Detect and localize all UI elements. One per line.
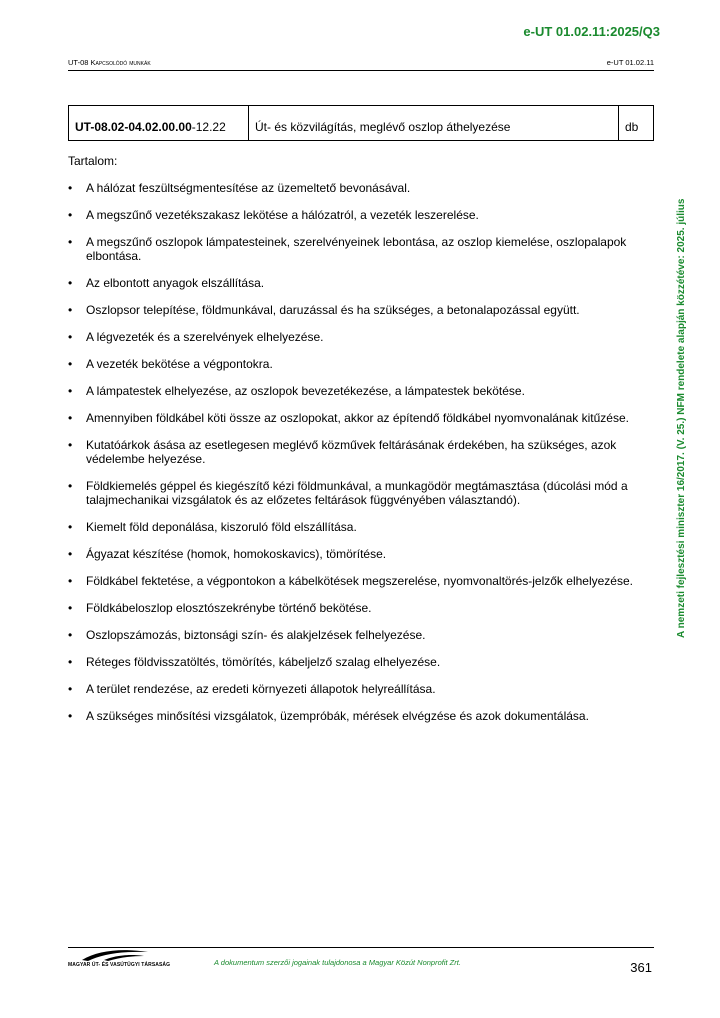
list-item: • Kutatóárkok ásása az esetlegesen meglévő közművek feltárásának érdekében, ha szükséges, azok védelembe helyezése. [68,438,654,466]
publication-note: A nemzeti fejlesztési miniszter 16/2017. (V. 25.) NFM rendelete alapján közzétéve: 2025. július [676,198,687,638]
item-unit: db [625,120,639,134]
list-item: • A lámpatestek elhelyezése, az oszlopok bevezetékezése, a lámpatestek bekötése. [68,384,654,398]
document-code: e-UT 01.02.11:2025/Q3 [523,24,660,39]
list-item: • Réteges földvisszatöltés, tömörítés, kábeljelző szalag elhelyezése. [68,655,654,669]
item-code-cell [69,106,249,140]
list-item: • A vezeték bekötése a végpontokra. [68,357,654,371]
list-item: • Amennyiben földkábel köti össze az oszlopokat, akkor az építendő földkábel nyomvonalának kitűzése. [68,411,654,425]
header-section-title: UT-08 Kapcsolódó munkák [68,58,151,67]
item-header-table [68,105,654,141]
item-description: Út- és közvilágítás, meglévő oszlop áthelyezése [249,106,619,140]
society-name: MAGYAR ÚT- ÉS VASÚTÜGYI TÁRSASÁG [68,962,171,968]
list-item: • A megszűnő oszlopok lámpatesteinek, szerelvényeinek lebontása, az oszlop kiemelése, oszlopalapok elbontása. [68,235,654,263]
list-item: • Kiemelt föld deponálása, kiszoruló föld elszállítása. [68,520,654,534]
list-item: • A légvezeték és a szerelvények elhelyezése. [68,330,654,344]
list-item: • Földkábel fektetése, a végpontokon a kábelkötések megszerelése, nyomvonaltörés-jelzők elhelyezése. [68,574,654,588]
page-number: 361 [630,960,652,975]
list-item: • Ágyazat készítése (homok, homokoskavics), tömörítése. [68,547,654,561]
list-item: • Az elbontott anyagok elszállítása. [68,276,654,290]
item-code: UT-08.02-04.02.00.00 [75,120,192,134]
copyright-notice: A dokumentum szerzői jogainak tulajdonosa a Magyar Közút Nonprofit Zrt. [214,958,461,967]
content-list [68,181,654,736]
list-item: • A terület rendezése, az eredeti környezeti állapotok helyreállítása. [68,682,654,696]
list-item: • Földkiemelés géppel és kiegészítő kézi földmunkával, a munkagödör megtámasztása (dúcolási mód a talajmechanikai vizsgálatok és az előzetes feltárások függvényében választandó). [68,479,654,507]
list-item: • Oszlopsor telepítése, földmunkával, daruzással és ha szükséges, a betonalapozással együtt. [68,303,654,317]
list-item: • A szükséges minősítési vizsgálatok, üzempróbák, mérések elvégzése és azok dokumentálása. [68,709,654,723]
item-code-suffix: -12.22 [191,120,226,134]
header-doc-ref: e-UT 01.02.11 [606,58,654,67]
list-item: • A hálózat feszültségmentesítése az üzemeltető bevonásával. [68,181,654,195]
list-item: • A megszűnő vezetékszakasz lekötése a hálózatról, a vezeték leszerelése. [68,208,654,222]
society-logo-icon [68,948,164,974]
list-item: • Földkábeloszlop elosztószekrénybe történő bekötése. [68,601,654,615]
running-header [68,58,654,71]
list-item: • Oszlopszámozás, biztonsági szín- és alakjelzések felhelyezése. [68,628,654,642]
content-title: Tartalom: [68,154,118,168]
